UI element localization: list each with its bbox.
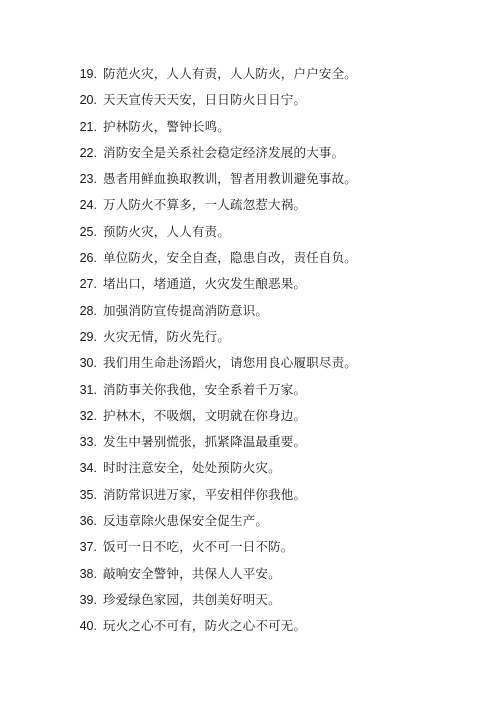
item-number: 28. xyxy=(79,303,97,318)
item-number: 25. xyxy=(79,224,97,239)
list-item xyxy=(0,406,500,432)
item-text: 预防火灾，人人有责。 xyxy=(103,223,231,239)
item-number: 27. xyxy=(79,277,97,292)
list-item xyxy=(0,117,500,143)
item-number: 40. xyxy=(79,619,97,634)
item-number: 26. xyxy=(79,251,97,266)
item-text: 时时注意安全，处处预防火灾。 xyxy=(103,460,281,476)
item-text: 堵出口，堵通道，火灾发生酿恶果。 xyxy=(103,276,307,292)
list-item xyxy=(0,90,500,116)
item-text: 敲响安全警钟，共保人人平安。 xyxy=(103,565,281,581)
item-text: 珍爱绿色家园，共创美好明天。 xyxy=(103,591,281,607)
item-text: 消防安全是关系社会稳定经济发展的大事。 xyxy=(103,144,345,160)
item-text: 天天宣传天天安，日日防火日日宁。 xyxy=(103,92,307,108)
item-number: 22. xyxy=(79,145,97,160)
item-text: 万人防火不算多，一人疏忽惹大祸。 xyxy=(103,197,307,213)
item-number: 24. xyxy=(79,198,97,213)
list-item xyxy=(0,274,500,300)
item-number: 20. xyxy=(79,93,97,108)
list-item xyxy=(0,380,500,406)
item-text: 加强消防宣传提高消防意识。 xyxy=(103,302,269,318)
list-item xyxy=(0,564,500,590)
item-number: 29. xyxy=(79,329,97,344)
item-number: 31. xyxy=(79,382,97,397)
item-number: 32. xyxy=(79,408,97,423)
item-number: 39. xyxy=(79,592,97,607)
list-item xyxy=(0,143,500,169)
list-item xyxy=(0,222,500,248)
list-item xyxy=(0,537,500,563)
item-text: 愚者用鲜血换取教训，智者用教训避免事故。 xyxy=(103,171,358,187)
item-number: 36. xyxy=(79,514,97,529)
list-item xyxy=(0,616,500,642)
list-item xyxy=(0,432,500,458)
list-item xyxy=(0,169,500,195)
list-item xyxy=(0,353,500,379)
item-text: 防范火灾，人人有责，人人防火，户户安全。 xyxy=(103,66,358,81)
item-text: 护林防火，警钟长鸣。 xyxy=(103,118,231,134)
item-number: 37. xyxy=(79,540,97,555)
list-item xyxy=(0,485,500,511)
item-number: 38. xyxy=(79,566,97,581)
item-number: 35. xyxy=(79,487,97,502)
item-number: 19. xyxy=(79,67,97,81)
list-item xyxy=(0,301,500,327)
item-text: 饭可一日不吃，火不可一日不防。 xyxy=(103,539,294,555)
list-item xyxy=(0,590,500,616)
item-text: 消防常识进万家，平安相伴你我他。 xyxy=(103,486,307,502)
item-text: 玩火之心不可有，防火之心不可无。 xyxy=(103,618,307,634)
slogan-list xyxy=(0,64,500,643)
item-text: 单位防火，安全自查，隐患自改，责任自负。 xyxy=(103,250,358,266)
item-text: 消防事关你我他，安全系着千万家。 xyxy=(103,381,307,397)
list-item xyxy=(0,195,500,221)
item-text: 发生中暑别慌张，抓紧降温最重要。 xyxy=(103,434,307,450)
item-number: 23. xyxy=(79,172,97,187)
list-item xyxy=(0,248,500,274)
item-text: 护林木，不吸烟，文明就在你身边。 xyxy=(103,407,307,423)
list-item xyxy=(0,511,500,537)
item-number: 30. xyxy=(79,356,97,371)
item-number: 33. xyxy=(79,435,97,450)
item-text: 反违章除火患保安全促生产。 xyxy=(103,513,269,529)
list-item xyxy=(0,327,500,353)
item-number: 21. xyxy=(79,119,97,134)
item-number: 34. xyxy=(79,461,97,476)
list-item xyxy=(0,64,500,90)
item-text: 火灾无情，防火先行。 xyxy=(103,328,231,344)
list-item xyxy=(0,458,500,484)
item-text: 我们用生命赴汤蹈火，请您用良心履职尽责。 xyxy=(103,355,358,371)
